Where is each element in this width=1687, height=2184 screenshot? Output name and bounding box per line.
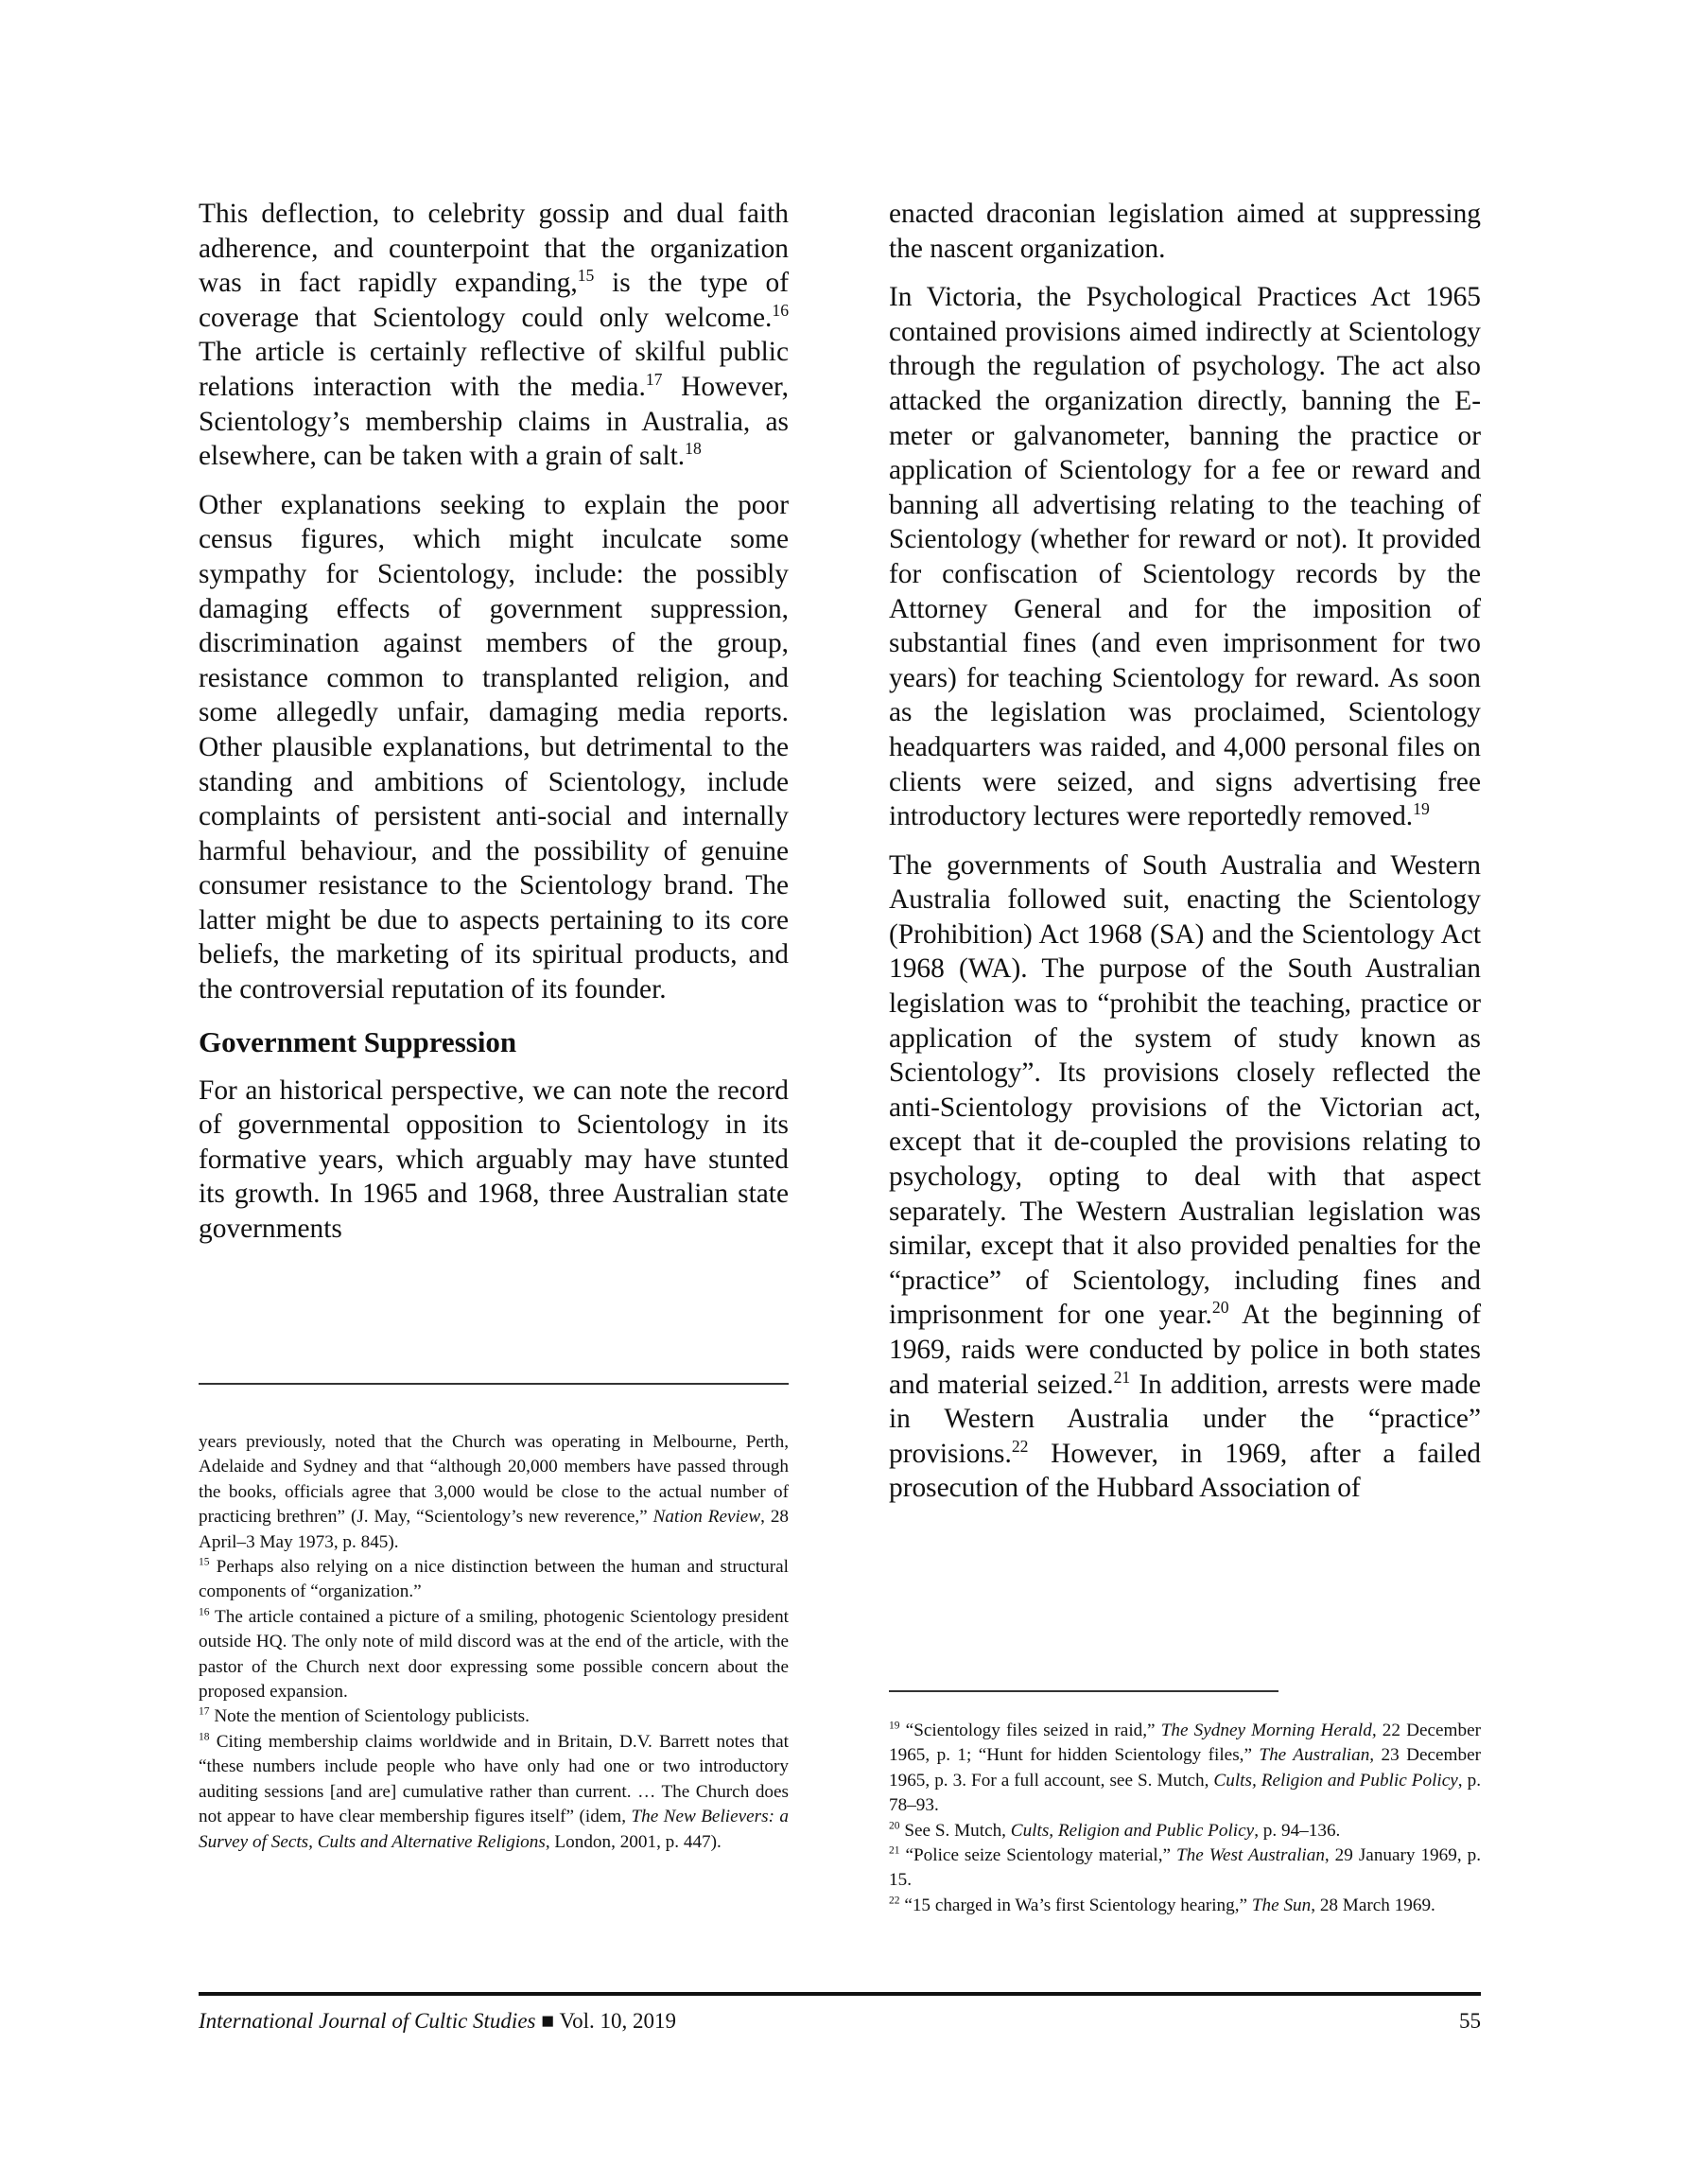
section-heading: Government Suppression <box>199 1024 517 1058</box>
footnote: $^{16}$ The article contained a picture of a smiling, photogenic Scientology president outside HQ. The only note of mild discord was at the end of the article, with the pastor of the Church next door expressing some possible concern about the proposed expansion. <box>199 1606 789 1703</box>
body-paragraph: This deflection, to celebrity gossip and dual faith adherence, and counterpoint that the organization was in fact rapidly expanding,$^{15}$ is the type of coverage that Scientology could only welcome.$^{16}$ The article is certainly reflective of skilful public relations interaction with the media.$^{17}$ However, Scientology’s membership claims in Australia, as elsewhere, can be taken with a grain of salt.$^{18}$ <box>199 199 790 472</box>
footer-separator: ■ <box>535 2009 560 2033</box>
footnote-ref[interactable]: 15 <box>577 266 595 286</box>
footnote-ref[interactable]: 16 <box>772 300 789 320</box>
italic-title: Nation Review <box>652 1507 761 1528</box>
body-paragraph: The governments of South Australia and Western Australia followed suit, enacting the Scientology (Prohibition) Act 1968 (SA) and the Scientology Act 1968 (WA). The purpose of the South Australian legislation was to “prohibit the teaching, practice or application of the system of study known as Scientology”. Its provisions closely reflected the anti-Scientology provisions of the Victorian act, except that it de-coupled the provisions relating to psychology, opting to deal with that aspect separately. The Western Australian legislation was similar, except that it also provided penalties for the “practice” of Scientology, including fines and imprisonment for one year.$^{20}$ At the beginning of 1969, raids were conducted by police in both states and material seized.$^{21}$ In addition, arrests were made in Western Australia under the “practice” provisions.$^{22}$ However, in 1969, after a failed prosecution of the Hubbard Association of <box>889 849 1481 1504</box>
footnote-number: 15 <box>199 1556 210 1568</box>
italic-title: The Sydney Morning Herald, <box>1160 1721 1377 1740</box>
body-paragraph: For an historical perspective, we can note the record of governmental opposition to Scientology in its formative years, which arguably may have stunted its growth. In 1965 and 1968, three Australian state governments <box>199 1075 789 1245</box>
footnote-ref[interactable]: 17 <box>645 370 663 390</box>
footnote: $^{17}$ Note the mention of Scientology publicists. <box>199 1706 530 1727</box>
footnote-number: 16 <box>199 1606 210 1618</box>
footnote: $^{22}$ “15 charged in Wa’s first Scientology hearing,” The Sun, 28 March 1969. <box>889 1895 1435 1915</box>
italic-title: Cults, Religion and Public Policy <box>1010 1820 1255 1841</box>
italic-title: The Sun <box>1251 1895 1312 1915</box>
footnote-number: 18 <box>199 1731 210 1743</box>
body-paragraph: Other explanations seeking to explain the poor census figures, which might inculcate some sympathy for Scientology, include: the possibly damaging effects of government suppression, discrimination against members of the group, resistance common to transplanted religion, and some allegedly unfair, damaging media reports. Other plausible explanations, but detrimental to the standing and ambitions of Scientology, include complaints of persistent anti-social and internally harmful behaviour, and the possibility of genuine consumer resistance to the Scientology brand. The latter might be due to aspects pertaining to its core beliefs, the marketing of its spiritual products, and the controversial reputation of its founder. <box>199 489 789 1005</box>
footnote-ref[interactable]: 20 <box>1211 1298 1229 1318</box>
footnote-ref[interactable]: 22 <box>1011 1436 1029 1456</box>
body-paragraph: In Victoria, the Psychological Practices Act 1965 contained provisions aimed indirectly at Scientology through the regulation of psychology. The act also attacked the organization directly, banning the E-meter or galvanometer, banning the practice or application of Scientology for a fee or reward and banning all advertising relating to the teaching of Scientology (whether for reward or not). It provided for confiscation of Scientology records by the Attorney General and for the imposition of substantial fines (and even imprisonment for two years) for teaching Scientology for reward. As soon as the legislation was proclaimed, Scientology headquarters was raided, and 4,000 personal files on clients were seized, and signs advertising free introductory lectures were reportedly removed.$^{19}$ <box>889 282 1481 832</box>
footnote-number: 19 <box>889 1720 900 1732</box>
page-number: 55 <box>1459 2009 1481 2033</box>
footnote-number: 17 <box>199 1706 210 1719</box>
footnote-separator-right <box>889 1690 1278 1692</box>
footnote: years previously, noted that the Church was operating in Melbourne, Perth, Adelaide and Sydney and that “although 20,000 members have passed through the books, officials agree that 3,000 would be close to the actual number of practicing brethren” (J. May, “Scientology’s new reverence,” Nation Review, 28 April–3 May 1973, p. 845). <box>199 1432 790 1552</box>
left-column <box>199 197 789 1261</box>
footnotes-right <box>889 1719 1481 1918</box>
footnote: $^{15}$ Perhaps also relying on a nice distinction between the human and structural components of “organization.” <box>199 1556 789 1602</box>
left-body-paragraphs-after-heading <box>199 1074 789 1247</box>
footnotes-left <box>199 1430 789 1855</box>
journal-title: International Journal of Cultic Studies <box>199 2009 536 2033</box>
footnote-separator-left <box>199 1383 789 1385</box>
footnote-ref[interactable]: 18 <box>685 439 702 459</box>
italic-title: Cults, Religion and Public Policy <box>1213 1770 1458 1791</box>
footnote: $^{20}$ See S. Mutch, Cults, Religion and Public Policy, p. 94–136. <box>889 1820 1341 1841</box>
footnote-ref[interactable]: 21 <box>1113 1367 1131 1387</box>
footer-rule <box>199 1992 1481 1996</box>
italic-title: The Australian, <box>1259 1745 1375 1766</box>
footnote-number: 22 <box>889 1895 900 1907</box>
italic-title: The New Believers: a Survey of Sects, Cults and Alternative Religions <box>199 1807 790 1852</box>
footnote-number: 21 <box>889 1844 900 1857</box>
footnote: $^{19}$ “Scientology files seized in raid,” The Sydney Morning Herald, 22 December 1965, p. 1; “Hunt for hidden Scientology files,” The Australian, 23 December 1965, p. 3. For a full account, see S. Mutch, Cults, Religion and Public Policy, p. 78–93. <box>889 1720 1481 1816</box>
body-paragraph: enacted draconian legislation aimed at suppressing the nascent organization. <box>889 199 1481 264</box>
right-body-paragraphs <box>889 197 1481 1506</box>
volume-info: Vol. 10, 2019 <box>559 2009 677 2033</box>
left-body-paragraphs <box>199 197 789 1007</box>
footnote-ref[interactable]: 19 <box>1413 799 1430 819</box>
running-footer <box>199 2009 676 2034</box>
footnote: $^{18}$ Citing membership claims worldwide and in Britain, D.V. Barrett notes that “these numbers include people who have only had one or two introductory auditing sessions [and are] cumulative rather than current. … The Church does not appear to have clear membership figures itself” (idem, The New Believers: a Survey of Sects, Cults and Alternative Religions, London, 2001, p. 447). <box>199 1731 790 1852</box>
footnote: $^{21}$ “Police seize Scientology material,” The West Australian, 29 January 1969, p. 15. <box>889 1844 1481 1891</box>
italic-title: The West Australian <box>1176 1845 1325 1866</box>
right-column <box>889 197 1481 1520</box>
footnote-number: 20 <box>889 1820 900 1832</box>
